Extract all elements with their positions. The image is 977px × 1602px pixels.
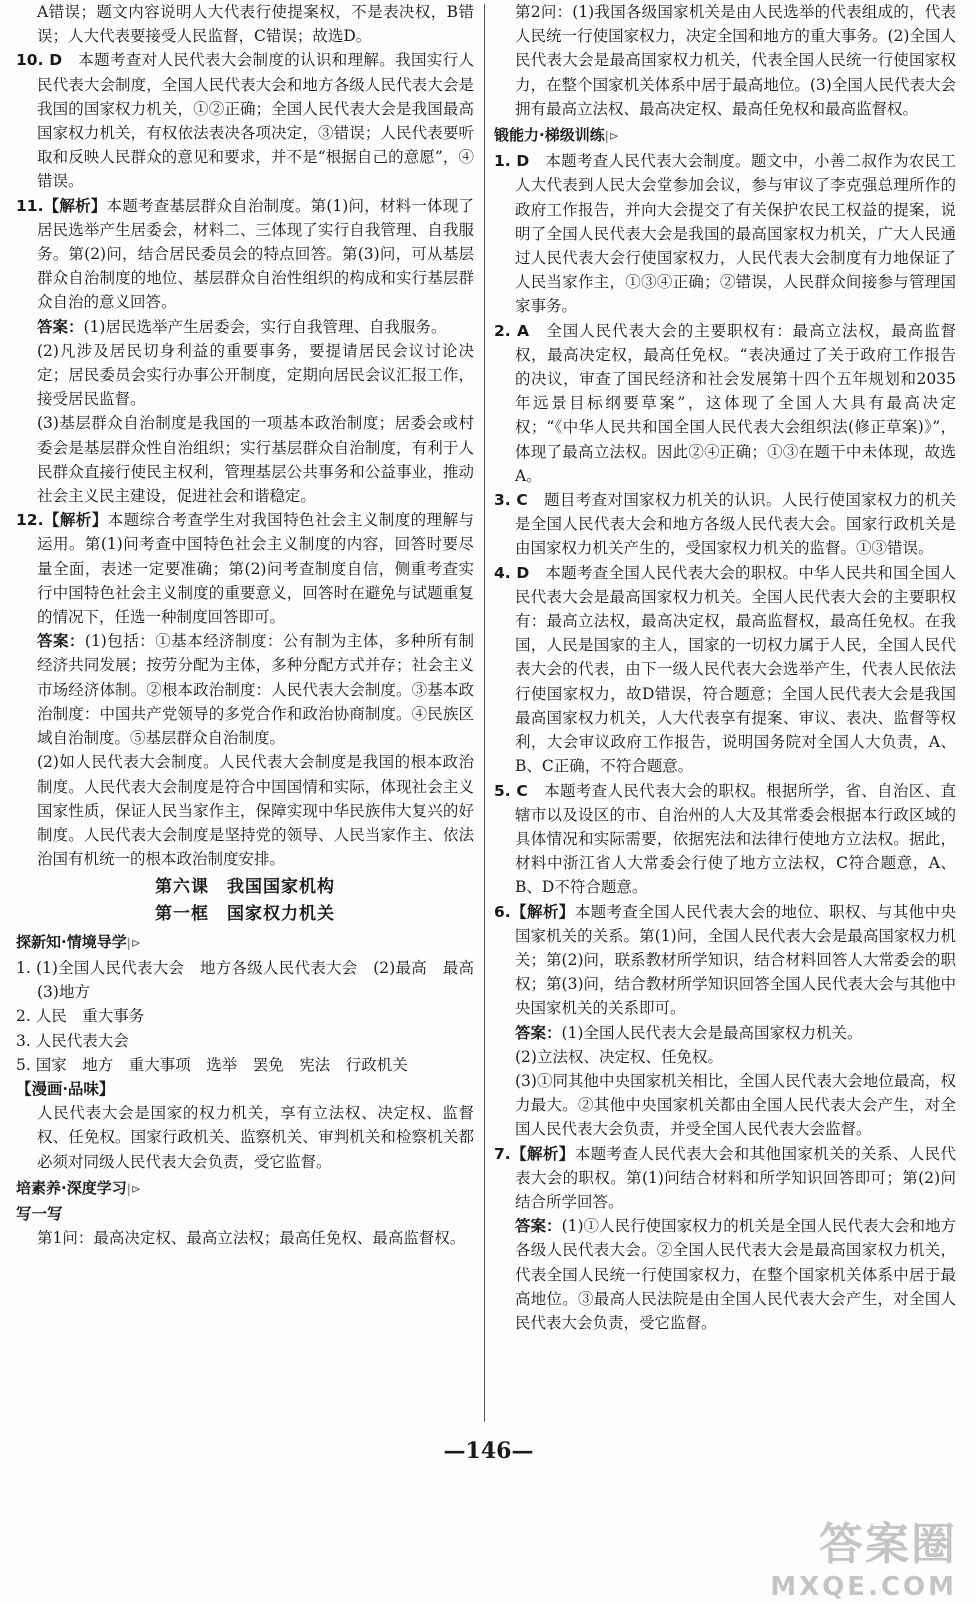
comic-text: 人民代表大会是国家的权力机关，享有立法权、决定权、监督权、任免权。国家行政机关、监察机关、审判机关和检察机关都必须对同级人民代表大会负责，受它监督。	[37, 1104, 474, 1171]
answer-number: 7.	[494, 1144, 511, 1163]
answer-12-analysis	[16, 508, 474, 629]
watermark-url: MXQE.COM	[770, 1572, 957, 1602]
training-answer-4	[494, 561, 956, 779]
fill-answer-1: 1. (1)全国人民代表大会 地方各级人民代表大会 (2)最高 最高 (3)地方	[16, 958, 490, 1002]
left-column	[16, 0, 490, 1250]
answer-number: 4. D	[494, 563, 530, 582]
section-heading-explore	[16, 930, 474, 955]
training-answer-5	[494, 779, 956, 900]
answer-number: 3. C	[494, 491, 528, 510]
fill-answer-3: 3. 人民代表大会	[16, 1031, 129, 1050]
answer-11-number: 11.	[16, 196, 44, 215]
training-answer-6-analysis	[494, 900, 956, 1021]
comic-heading: 【漫画·品味】	[16, 1078, 115, 1098]
section-heading-training	[494, 123, 956, 148]
answer-11-part-2: (2)凡涉及居民切身利益的重要事务，要提请居民会议讨论决定；居民委员会实行办事公开制度，定期向居民会议汇报工作，接受居民监督。	[37, 341, 474, 409]
column-divider	[484, 4, 485, 1422]
arrow-icon: |⊳	[126, 1181, 141, 1196]
answer-text: 本题考查人民代表大会的职权。根据所学，省、自治区、直辖市以及设区的市、自治州的人大及其常委会根据本行政区域的具体情况和实际需要，依据宪法和法律行使地方立法权。据此，材料中浙江省人大常委会行使了地方立法权，C符合题意，A、B、D不符合题意。	[515, 781, 956, 897]
answer-6-part-2: (2)立法权、决定权、任免权。	[515, 1047, 723, 1066]
fill-answer-5: 5. 国家 地方 重大事项 选举 罢免 宪法 行政机关	[16, 1055, 408, 1074]
answer-11-part-1-text: (1)居民选举产生居委会，实行自我管理、自我服务。	[83, 317, 447, 336]
answer-label: 答案：	[37, 316, 84, 336]
section-heading-text: 探新知·情境导学	[16, 932, 127, 951]
answer-7-part-1-text: (1)①人民行使国家权力的机关是全国人民代表大会和地方各级人民代表大会。②全国人民代表大会是最高国家权力机关，代表全国人民统一行使国家权力，在整个国家机关体系中居于最高地位。③最高人民法院是由全国人民代表大会产生，对全国人民代表大会负责，受它监督。	[515, 1217, 956, 1332]
answer-12-part-2: (2)如人民代表大会制度。人民代表大会制度是我国的根本政治制度。人民代表大会制度是符合中国国情和实际，体现社会主义国家性质，保证人民当家作主，保障实现中华民族伟大复兴的好制度。人民代表大会制度是坚持党的领导、人民当家作主、依法治国有机统一的根本政治制度安排。	[37, 753, 474, 869]
arrow-icon: |⊳	[604, 129, 619, 144]
section-heading-deep-learning	[16, 1176, 474, 1201]
fill-answer-2: 2. 人民 重大事务	[16, 1007, 145, 1026]
answer-12-number: 12.	[16, 511, 44, 530]
answer-6-part-1-text: (1)全国人民代表大会是最高国家权力机关。	[561, 1023, 863, 1042]
answer-7-part-1	[494, 1214, 956, 1335]
frame-title: 第一框 国家权力机关	[155, 903, 335, 924]
answer-9-continuation: A错误；题文内容说明人大代表行使提案权，不是表决权，B错误；人大代表要接受人民监督，C错误；故选D。	[37, 3, 474, 46]
right-column	[494, 0, 956, 1335]
answer-text: 本题考查人民代表大会制度。题文中，小善二叔作为农民工人大代表到人民大会堂参加会议，参与审议了李克强总理所作的政府工作报告，并向大会提交了有关保护农民工权益的提案，说明了全国人民代表大会是我国的最高国家权力机关，广大人民通过人民代表大会行使国家权力，人民代表大会制度有力地保证了人民当家作主，①③④正确；②错误，人民群众间接参与管理国家事务。	[515, 152, 956, 316]
training-answer-2	[494, 319, 956, 488]
training-answer-7-analysis	[494, 1142, 956, 1215]
training-answer-3	[494, 488, 956, 561]
analysis-tag: 【解析】	[43, 510, 108, 530]
answer-text: 本题考查全国人民代表大会的职权。中华人民共和国全国人民代表大会是最高国家权力机关。全国人民代表大会的主要职权有：最高立法权，最高决定权，最高监督权，最高任免权。在我国，人民是国家的主人，国家的一切权力属于人民，全国人民代表大会的代表，由下一级人民代表大会选举产生，代表人民依法行使国家权力，故D错误，符合题意；全国人民代表大会是我国最高国家权力机关，人大代表享有提案、审议、表决、监督等权利，大会审议政府工作报告，说明国务院对全国人大负责，A、B、C正确，不符合题意。	[515, 563, 956, 776]
answer-10-number: 10. D	[16, 51, 63, 70]
analysis-tag: 【解析】	[510, 901, 575, 921]
training-answer-1	[494, 149, 956, 318]
watermark-title: 答案圈	[819, 1519, 957, 1570]
answer-6-part-3: (3)①同其他中央国家机关相比，全国人民代表大会地位最高，权力最大。②其他中央国家机关都由全国人民代表大会产生，对全国人民代表大会负责，并受全国人民代表大会监督。	[515, 1071, 956, 1139]
answer-12-part-1-text: (1)包括：①基本经济制度：公有制为主体，多种所有制经济共同发展；按劳分配为主体，多种分配方式并存；社会主义市场经济体制。②根本政治制度：人民代表大会制度。③基本政治制度：中国共产党领导的多党合作和政治协商制度。④民族区域自治制度。⑤基层群众自治制度。	[37, 632, 474, 748]
answer-number: 6.	[494, 902, 511, 921]
answer-label: 答案：	[37, 631, 85, 651]
answer-11-part-3: (3)基层群众自治制度是我国的一项基本政治制度；居委会或村委会是基层群众性自治组织；实行基层群众自治制度，有利于人民群众直接行使民主权利，管理基层公共事务和公益事业，推动社会主义民主建设，促进社会和谐稳定。	[37, 414, 474, 506]
arrow-icon: |⊳	[126, 935, 141, 950]
answer-11-analysis-text: 本题考查基层群众自治制度。第(1)问，材料一体现了居民选举产生居委会，材料二、三体现了实行自我管理、自我服务。第(2)问，结合居民委员会的特点回答。第(3)问，可从基层群众自治制度的地位、基层群众自治性组织的构成和实行基层群众自治的意义回答。	[37, 196, 474, 312]
answer-text: 题目考查对国家权力机关的认识。人民行使国家权力的机关是全国人民代表大会和地方各级人民代表大会。国家行政机关是由国家权力机关产生的，受国家权力机关的监督。①③错误。	[515, 491, 956, 558]
answer-11-analysis	[16, 194, 474, 315]
answer-10	[16, 48, 474, 193]
answer-number: 2. A	[494, 321, 529, 340]
answer-12-part-1	[16, 629, 474, 750]
answer-7-analysis-text: 本题考查人民代表大会和其他国家机关的关系、人民代表大会的职权。第(1)问结合材料和所学知识回答即可；第(2)问结合所学回答。	[515, 1144, 956, 1211]
write-answer-2: 第2问：(1)我国各级国家机关是由人民选举的代表组成的，代表人民统一行使国家权力，决定全国和地方的重大事务。(2)全国人民代表大会是最高国家权力机关，代表全国人民统一行使国家权力，在整个国家机关体系中居于最高地位。(3)全国人民代表大会拥有最高立法权、最高决定权、最高任免权和最高监督权。	[515, 3, 956, 118]
answer-text: 全国人民代表大会的主要职权有：最高立法权，最高监督权，最高决定权，最高任免权。“表决通过了关于政府工作报告的决议，审查了国民经济和社会发展第十四个五年规划和2035年远景目标纲要草案”，这体现了全国人大具有最高决定权；“《中华人民共和国全国人民代表大会组织法(修正草案)》”，体现了最高立法权。因此②④正确；①③在题干中未体现，故选A。	[515, 321, 956, 485]
analysis-tag: 【解析】	[510, 1143, 575, 1163]
page-number: —146—	[443, 1438, 534, 1464]
answer-6-analysis-text: 本题考查全国人民代表大会的地位、职权、与其他中央国家机关的关系。第(1)问，全国人民代表大会是最高国家权力机关；第(2)问，联系教材所学知识，结合材料回答人大常委会的职权；第(3)问，结合教材所学知识回答全国人民代表大会与其他中央国家机关的关系即可。	[515, 902, 956, 1018]
analysis-tag: 【解析】	[43, 195, 107, 215]
section-heading-text: 培素养·深度学习	[16, 1178, 127, 1197]
answer-12-analysis-text: 本题综合考查学生对我国特色社会主义制度的理解与运用。第(1)问考查中国特色社会主义制度的内容，回答时要尽量全面，表述一定要准确；第(2)问考查制度自信，侧重考查实行中国特色社会主义制度的重要意义，回答时在避免与试题重复的情况下，任选一种制度回答即可。	[37, 511, 474, 627]
section-heading-text: 锻能力·梯级训练	[494, 126, 605, 145]
answer-11-part-1	[16, 315, 474, 339]
answer-number: 5. C	[494, 781, 528, 800]
write-answer-1: 第1问：最高决定权、最高立法权；最高任免权、最高监督权。	[37, 1229, 466, 1248]
answer-label: 答案：	[515, 1216, 562, 1236]
answer-6-part-1	[494, 1021, 956, 1045]
answer-number: 1. D	[494, 152, 530, 171]
answer-10-text: 本题考查对人民代表大会制度的认识和理解。我国实行人民代表大会制度，全国人民代表大会和地方各级人民代表大会是我国的国家权力机关，①②正确；全国人民代表大会是我国最高国家权力机关，有权依法表决各项决定，③错误；人民代表要听取和反映人民群众的意见和要求，并不是“根据自己的意愿”，④错误。	[37, 51, 474, 191]
answer-label: 答案：	[515, 1022, 562, 1042]
lesson-title: 第六课 我国国家机构	[155, 877, 335, 898]
write-heading: 写一写	[16, 1203, 63, 1223]
watermark-logo	[770, 1508, 957, 1602]
